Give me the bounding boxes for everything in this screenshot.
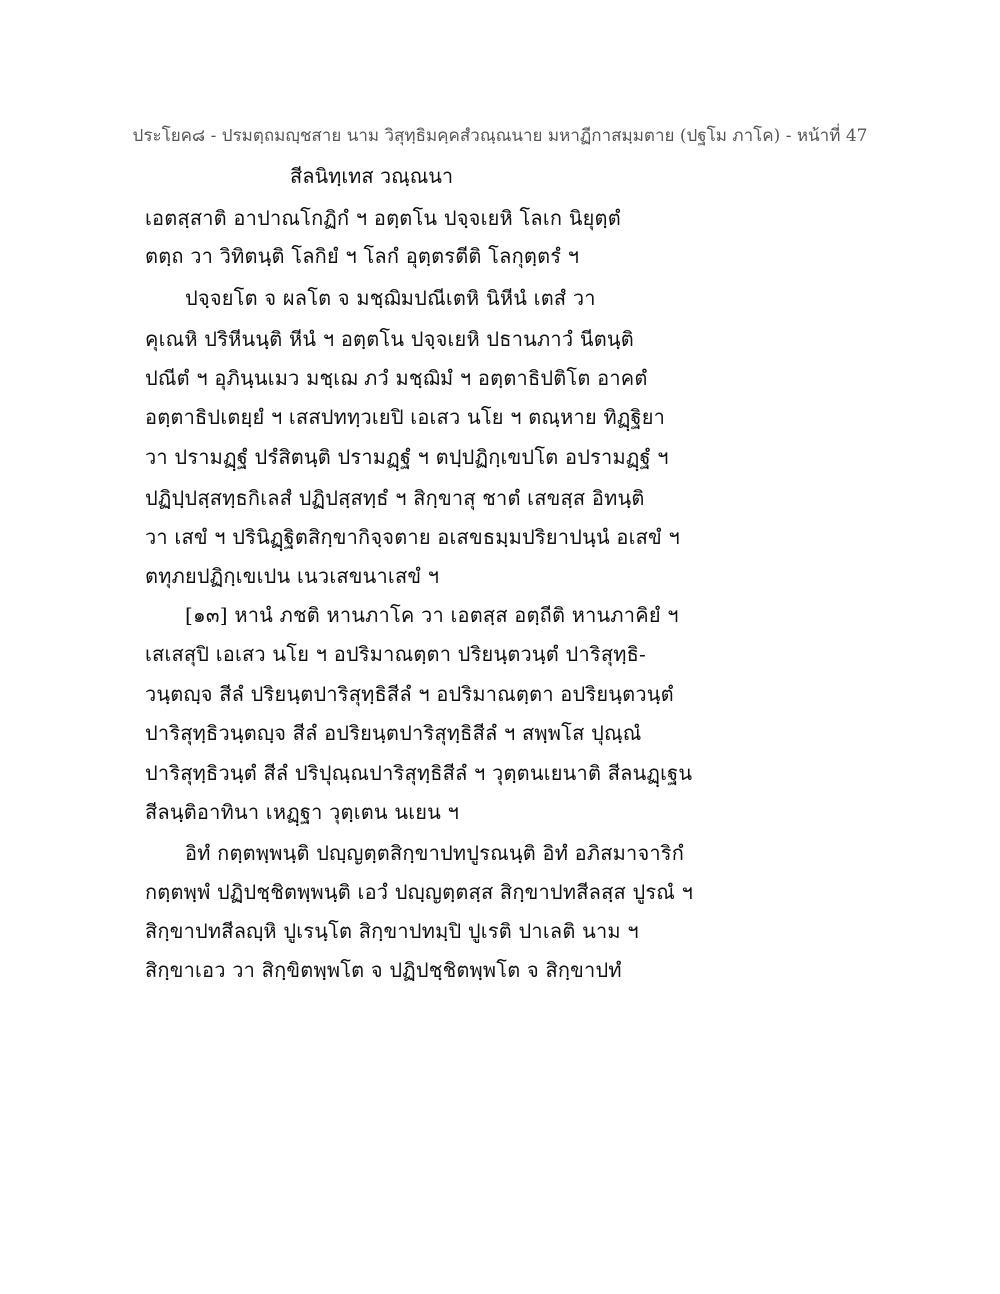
body-line: ปาริสุทฺธิวนฺตญฺจ สีลํ อปริยนฺตปาริสุทฺธิสีลํ ฯ สพฺพโส ปุณฺณํ — [145, 721, 642, 745]
body-line: อตฺตาธิปเตยฺยํ ฯ เสสปททฺวเยปิ เอเสว นโย ฯ ตณฺหาย ทิฏฺฐิยา — [145, 405, 666, 429]
body-line: วา ปรามฏฺฐํ ปรํสิตนฺติ ปรามฏฺฐํ ฯ ตปฺปฏิกฺเขปโต อปรามฏฺฐํ ฯ — [145, 445, 669, 469]
body-line: ปณีตํ ฯ อุภินฺนเมว มชฺเฌ ภวํ มชฺฌิมํ ฯ อตฺตาธิปติโต อาคตํ — [145, 366, 648, 390]
body-line: [๑๓] หานํ ภชติ หานภาโค วา เอตสฺส อตฺถีติ หานภาคิยํ ฯ — [185, 603, 679, 627]
body-line: สิกฺขาปทสีลญฺหิ ปูเรนฺโต สิกฺขาปทมฺปิ ปูเรติ ปาเลติ นาม ฯ — [145, 919, 639, 943]
body-line: คุเณหิ ปริหีนนฺติ หีนํ ฯ อตฺตโน ปจฺจเยหิ ปธานภาวํ นีตนฺติ — [145, 327, 634, 351]
body-line: กตฺตพฺพํ ปฏิปชฺชิตพฺพนฺติ เอวํ ปญฺญตฺตสฺส สิกฺขาปทสีลสฺส ปูรณํ ฯ — [145, 880, 694, 904]
body-line: อิทํ กตฺตพฺพนฺติ ปญฺญตฺตสิกฺขาปทปูรณนฺติ อิทํ อภิสมาจาริกํ — [185, 841, 685, 865]
running-header: ประโยค๘ - ปรมตฺถมญฺชสาย นาม วิสุทฺธิมคฺคสํวณฺณนาย มหาฏีกาสมฺมตาย (ปฐโม ภาโค) - หน้าที่ 47 — [132, 126, 868, 146]
body-line: สีลนฺติอาทินา เหฏฺฐา วุตฺเตน นเยน ฯ — [145, 800, 460, 824]
body-line: วา เสขํ ฯ ปรินิฏฺฐิตสิกฺขากิจฺจตาย อเสขธมฺมปริยาปนฺนํ อเสขํ ฯ — [145, 525, 680, 549]
body-line: วนฺตญฺจ สีลํ ปริยนฺตปาริสุทฺธิสีลํ ฯ อปริมาณตฺตา อปริยนฺตวนฺตํ — [145, 682, 674, 706]
body-line: ปาริสุทฺธิวนฺตํ สีลํ ปริปุณฺณปาริสุทฺธิสีลํ ฯ วุตฺตนเยนาติ สีลนฏฺเฐน — [145, 761, 693, 785]
body-line: เอตสฺสาติ อาปาณโกฏิกํ ฯ อตฺตโน ปจฺจเยหิ โลเก นิยุตฺตํ — [145, 206, 621, 230]
body-line: ตทุภยปฏิกฺเขเปน เนวเสขนาเสขํ ฯ — [145, 564, 440, 588]
body-line: ปจฺจยโต จ ผลโต จ มชฺฌิมปณีเตหิ นิหีนํ เตสํ วา — [185, 286, 596, 310]
body-line: เสเสสุปิ เอเสว นโย ฯ อปริมาณตฺตา ปริยนฺตวนฺตํ ปาริสุทฺธิ- — [145, 642, 646, 666]
body-line: สิกฺขาเอว วา สิกฺขิตพฺพโต จ ปฏิปชฺชิตพฺพโต จ สิกฺขาปทํ — [145, 958, 622, 982]
section-title: สีลนิทฺเทส วณฺณนา — [290, 164, 454, 188]
body-line: ตตฺถ วา วิทิตนฺติ โลกิยํ ฯ โลกํ อุตฺตรตีติ โลกุตฺตรํ ฯ — [145, 244, 580, 268]
body-line: ปฏิปฺปสฺสทฺธกิเลสํ ปฏิปสฺสทฺธํ ฯ สิกฺขาสุ ชาตํ เสขสฺส อิทนฺติ — [145, 486, 645, 510]
